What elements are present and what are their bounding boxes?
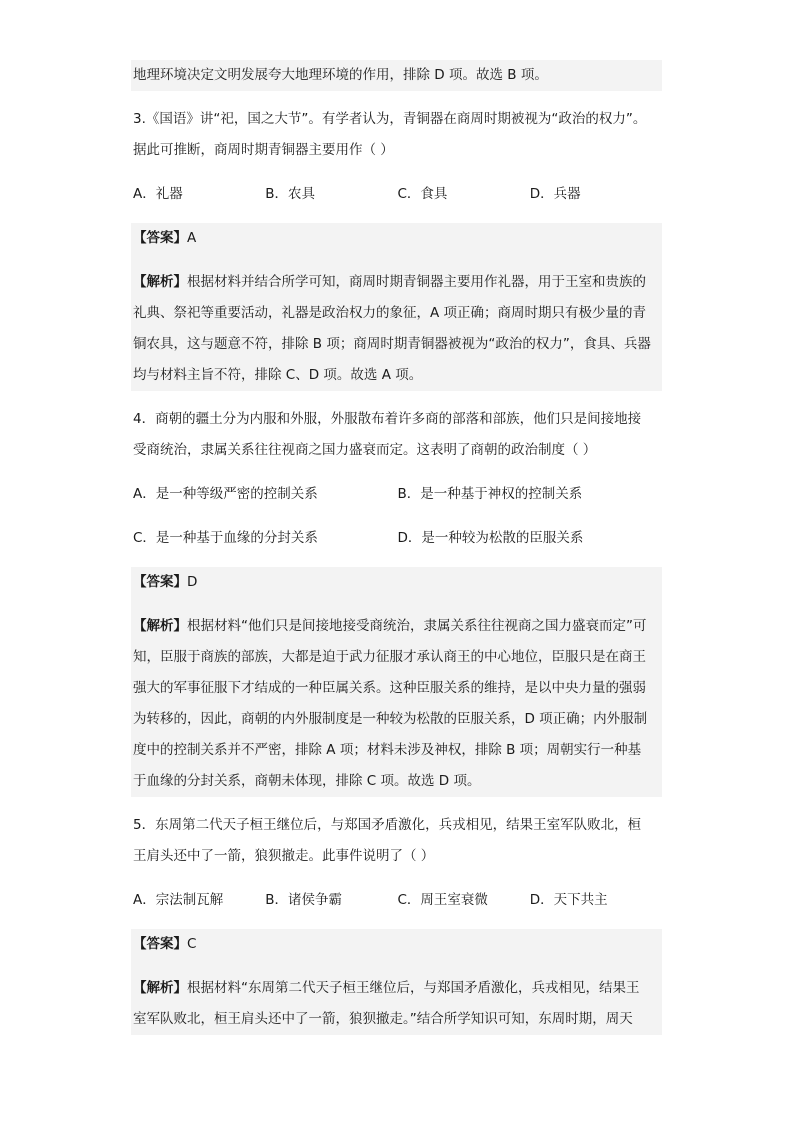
question-4-analysis-line-5: 度中的控制关系并不严密，排除 A 项；材料未涉及神权，排除 B 项；周朝实行一种基 [131,735,662,766]
analysis-label: 【解析】 [133,274,187,290]
question-4-analysis-line-3: 强大的军事征服下才结成的一种臣属关系。这种臣服关系的维持，是以中央力量的强弱 [131,673,662,704]
question-4-options-row-2 [131,523,662,554]
option-a: A．礼器 [133,186,183,202]
option-a: A．宗法制瓦解 [133,892,224,908]
question-3-analysis-line-4: 均与材料主旨不符，排除 C、D 项。故选 A 项。 [131,360,662,391]
question-3-options [131,179,662,210]
option-d: D．兵器 [529,186,581,202]
option-b: B．诸侯争霸 [265,892,343,908]
question-5-analysis-line-2: 室军队败北，桓王肩头还中了一箭，狼狈撤走。”结合所学知识可知，东周时期，周天 [131,1004,662,1035]
option-a: A．是一种等级严密的控制关系 [133,486,318,502]
document-page [131,60,662,1035]
analysis-label: 【解析】 [133,618,187,634]
analysis-label: 【解析】 [133,980,187,996]
analysis-continuation: 地理环境决定文明发展夸大地理环境的作用，排除 D 项。故选 B 项。 [131,60,662,91]
question-3-stem-line-1: 3.《国语》讲“祀，国之大节”。有学者认为，青铜器在商周时期被视为“政治的权力”。 [133,111,647,127]
question-3-answer [131,223,662,254]
question-3-analysis-line-3: 铜农具，这与题意不符，排除 B 项；商周时期青铜器被视为“政治的权力”，食具、兵器 [131,329,662,360]
question-3-analysis-line-2: 礼典、祭祀等重要活动，礼器是政治权力的象征，A 项正确；商周时期只有极少量的青 [131,298,662,329]
question-3-stem-line-2: 据此可推断，商周时期青铜器主要用作（ ） [133,142,394,158]
answer-label: 【答案】 [133,230,187,246]
question-4-analysis-line-2: 知，臣服于商族的部族，大都是迫于武力征服才承认商王的中心地位，臣服只是在商王 [131,642,662,673]
option-c: C．是一种基于血缘的分封关系 [133,530,318,546]
answer-label: 【答案】 [133,936,187,952]
question-3-analysis-line-1: 【解析】根据材料并结合所学可知，商周时期青铜器主要用作礼器，用于王室和贵族的 [131,267,662,298]
question-4-options-row-1 [131,479,662,510]
answer-value: C [187,936,197,952]
option-c: C．周王室衰微 [397,892,488,908]
answer-label: 【答案】 [133,574,187,590]
question-4-analysis-line-1: 【解析】根据材料“他们只是间接地接受商统治，隶属关系往往视商之国力盛衰而定”可 [131,611,662,642]
answer-value: D [187,574,198,590]
question-4-analysis-line-4: 为转移的，因此，商朝的内外服制度是一种较为松散的臣服关系，D 项正确；内外服制 [131,704,662,735]
option-b: B．农具 [265,186,316,202]
question-5-answer [131,929,662,960]
question-5-analysis-line-1: 【解析】根据材料“东周第二代天子桓王继位后，与郑国矛盾激化，兵戎相见，结果王 [131,973,662,1004]
question-5-stem-line-2: 王肩头还中了一箭，狼狈撤走。此事件说明了（ ） [133,848,435,864]
answer-value: A [187,230,197,246]
option-c: C．食具 [397,186,448,202]
option-d: D．是一种较为松散的臣服关系 [397,530,584,546]
question-4-stem-line-2: 受商统治，隶属关系往往视商之国力盛衰而定。这表明了商朝的政治制度（ ） [133,442,597,458]
question-4-stem-line-1: 4．商朝的疆土分为内服和外服，外服散布着许多商的部落和部族，他们只是间接地接 [133,411,642,427]
option-d: D．天下共主 [529,892,608,908]
question-4-answer [131,567,662,598]
question-4-analysis-line-6: 于血缘的分封关系，商朝未体现，排除 C 项。故选 D 项。 [131,766,662,797]
question-5-stem-line-1: 5．东周第二代天子桓王继位后，与郑国矛盾激化，兵戎相见，结果王室军队败北，桓 [133,817,642,833]
question-5-options [131,885,662,916]
option-b: B．是一种基于神权的控制关系 [397,486,583,502]
